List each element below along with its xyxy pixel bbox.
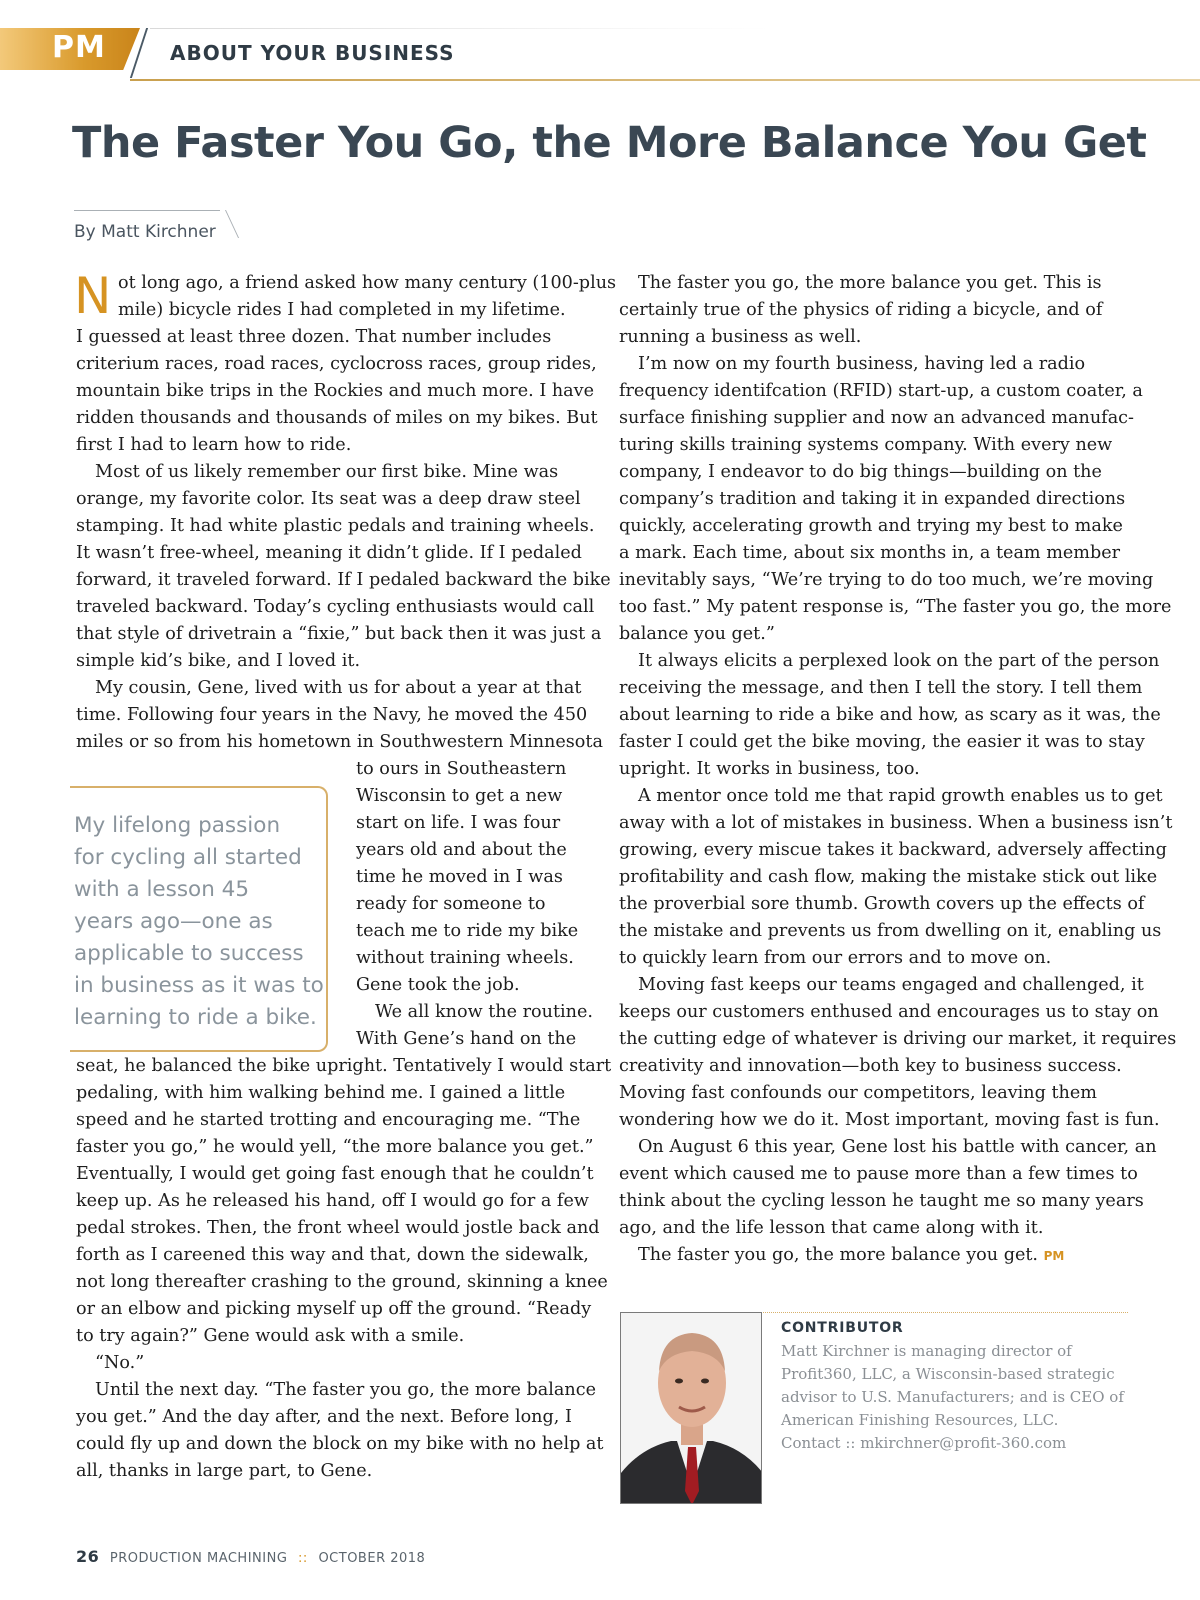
body-line: all, thanks in large part, to Gene. <box>76 1461 373 1481</box>
body-line: forward, it traveled forward. If I pedaled backward the bike <box>76 570 611 590</box>
pull-quote-line: with a lesson 45 <box>74 877 250 902</box>
body-line: to try again?” Gene would ask with a smile. <box>76 1326 465 1346</box>
body-line: company’s tradition and taking it in expanded directions <box>619 489 1126 509</box>
body-line: about learning to ride a bike and how, as scary as it was, the <box>619 705 1161 725</box>
body-line: the cutting edge of whatever is driving our market, it requires <box>619 1029 1177 1049</box>
contributor-line: Matt Kirchner is managing director of <box>781 1342 1072 1360</box>
body-line: ready for someone to <box>356 894 546 914</box>
body-line: I’m now on my fourth business, having led a radio <box>638 354 1086 374</box>
byline: By Matt Kirchner <box>74 222 216 242</box>
publication-name: PRODUCTION MACHINING <box>109 1551 288 1566</box>
end-mark: PM <box>1043 1249 1065 1263</box>
body-line: mile) bicycle rides I had completed in my lifetime. <box>118 300 566 320</box>
body-line: could fly up and down the block on my bike with no help at <box>76 1434 604 1454</box>
body-line: the mistake and prevents us from dwelling on it, enabling us <box>619 921 1162 941</box>
body-line: surface finishing supplier and now an advanced manufac- <box>619 408 1134 428</box>
body-line: inevitably says, “We’re trying to do too much, we’re moving <box>619 570 1154 590</box>
body-line: Gene took the job. <box>356 975 520 995</box>
body-line: company, I endeavor to do big things—building on the <box>619 462 1102 482</box>
body-line: creativity and innovation—both key to business success. <box>619 1056 1122 1076</box>
section-header <box>0 28 1200 80</box>
body-line: traveled backward. Today’s cycling enthusiasts would call <box>76 597 595 617</box>
body-line: It always elicits a perplexed look on the part of the person <box>638 651 1160 671</box>
body-line: upright. It works in business, too. <box>619 759 920 779</box>
body-line: you get.” And the day after, and the next. Before long, I <box>76 1407 572 1427</box>
body-line: “No.” <box>95 1353 145 1373</box>
body-line: frequency identifcation (RFID) start-up, a custom coater, a <box>619 381 1143 401</box>
body-line: keeps our customers enthused and encourages us to stay on <box>619 1002 1159 1022</box>
body-line: event which caused me to pause more than a few times to <box>619 1164 1138 1184</box>
body-line: ot long ago, a friend asked how many century (100-plus <box>118 273 617 293</box>
body-line: away with a lot of mistakes in business. When a business isn’t <box>619 813 1173 833</box>
body-line: ridden thousands and thousands of miles on my bikes. But <box>76 408 598 428</box>
body-line: to ours in Southeastern <box>356 759 567 779</box>
issue-date: OCTOBER 2018 <box>318 1551 426 1566</box>
body-line: turing skills training systems company. With every new <box>619 435 1113 455</box>
body-line: time. Following four years in the Navy, he moved the 450 <box>76 705 588 725</box>
body-line: running a business as well. <box>619 327 862 347</box>
pull-quote-line: in business as it was to <box>74 973 324 998</box>
body-line: orange, my favorite color. Its seat was a deep draw steel <box>76 489 581 509</box>
body-line: receiving the message, and then I tell the story. I tell them <box>619 678 1143 698</box>
body-line: Moving fast keeps our teams engaged and challenged, it <box>638 975 1144 995</box>
body-line: ago, and the life lesson that came along with it. <box>619 1218 1044 1238</box>
body-line: I guessed at least three dozen. That number includes <box>76 327 552 347</box>
pull-quote-line: years ago—one as <box>74 909 273 934</box>
body-line: speed and he started trotting and encouraging me. “The <box>76 1110 581 1130</box>
body-line: certainly true of the physics of riding a bicycle, and of <box>619 300 1103 320</box>
body-line: start on life. I was four <box>356 813 561 833</box>
body-line: miles or so from his hometown in Southwestern Minnesota <box>76 732 603 752</box>
page-footer <box>76 1547 425 1566</box>
body-line: the proverbial sore thumb. Growth covers up the effects of <box>619 894 1145 914</box>
body-line-last <box>638 1242 1064 1270</box>
body-line: balance you get.” <box>619 624 775 644</box>
body-line: It wasn’t free-wheel, meaning it didn’t glide. If I pedaled <box>76 543 582 563</box>
contributor-line: Profit360, LLC, a Wisconsin-based strategic <box>781 1365 1115 1383</box>
section-title: ABOUT YOUR BUSINESS <box>170 41 455 65</box>
body-line: teach me to ride my bike <box>356 921 579 941</box>
body-line: faster I could get the bike moving, the easier it was to stay <box>619 732 1145 752</box>
body-line: quickly, accelerating growth and trying my best to make <box>619 516 1123 536</box>
body-line: Wisconsin to get a new <box>356 786 563 806</box>
header-top-rule <box>150 28 770 29</box>
body-line: We all know the routine. <box>375 1002 593 1022</box>
body-line: too fast.” My patent response is, “The faster you go, the more <box>619 597 1172 617</box>
body-line: faster you go,” he would yell, “the more balance you get.” <box>76 1137 594 1157</box>
article-title: The Faster You Go, the More Balance You Get <box>72 118 1147 168</box>
body-line: growing, every miscue takes it backward, adversely affecting <box>619 840 1167 860</box>
body-line: stamping. It had white plastic pedals and training wheels. <box>76 516 595 536</box>
contributor-line: advisor to U.S. Manufacturers; and is CEO of <box>781 1388 1124 1406</box>
body-line: Most of us likely remember our first bike. Mine was <box>95 462 559 482</box>
contributor-photo <box>620 1312 762 1504</box>
pull-quote-line: applicable to success <box>74 941 304 966</box>
body-line: Eventually, I would get going fast enough that he couldn’t <box>76 1164 594 1184</box>
byline-rule <box>74 210 220 211</box>
body-line: simple kid’s bike, and I loved it. <box>76 651 361 671</box>
body-line: without training wheels. <box>356 948 574 968</box>
body-line: Moving fast confounds our competitors, leaving them <box>619 1083 1097 1103</box>
contributor-line: American Finishing Resources, LLC. <box>781 1411 1059 1429</box>
body-line-text: The faster you go, the more balance you get. <box>638 1245 1039 1265</box>
body-line: time he moved in I was <box>356 867 563 887</box>
byline-slash <box>225 210 239 238</box>
body-line: keep up. As he released his hand, off I would go for a few <box>76 1191 589 1211</box>
body-line: seat, he balanced the bike upright. Tentatively I would start <box>76 1056 612 1076</box>
body-line: years old and about the <box>356 840 567 860</box>
body-line: to quickly learn from our errors and to move on. <box>619 948 1052 968</box>
footer-separator: :: <box>298 1551 308 1566</box>
body-line: Until the next day. “The faster you go, the more balance <box>95 1380 596 1400</box>
body-line: My cousin, Gene, lived with us for about a year at that <box>95 678 582 698</box>
pull-quote-line: learning to ride a bike. <box>74 1005 317 1030</box>
body-line: criterium races, road races, cyclocross races, group rides, <box>76 354 597 374</box>
body-line: With Gene’s hand on the <box>356 1029 577 1049</box>
body-line: pedaling, with him walking behind me. I gained a little <box>76 1083 566 1103</box>
contributor-heading: CONTRIBUTOR <box>781 1320 904 1336</box>
body-line: The faster you go, the more balance you get. This is <box>638 273 1102 293</box>
drop-cap: N <box>74 267 112 325</box>
body-line: first I had to learn how to ride. <box>76 435 352 455</box>
body-line: that style of drivetrain a “fixie,” but back then it was just a <box>76 624 602 644</box>
body-line: not long thereafter crashing to the ground, skinning a knee <box>76 1272 608 1292</box>
body-line: profitability and cash flow, making the mistake stick out like <box>619 867 1158 887</box>
body-line: On August 6 this year, Gene lost his battle with cancer, an <box>638 1137 1157 1157</box>
contributor-line: Contact :: mkirchner@profit-360.com <box>781 1434 1067 1452</box>
page-number: 26 <box>76 1547 100 1566</box>
header-rule <box>130 79 1200 81</box>
pull-quote-line: My lifelong passion <box>74 813 281 838</box>
body-line: think about the cycling lesson he taught me so many years <box>619 1191 1144 1211</box>
body-line: A mentor once told me that rapid growth enables us to get <box>638 786 1163 806</box>
body-line: or an elbow and picking myself up off the ground. “Ready <box>76 1299 592 1319</box>
body-line: a mark. Each time, about six months in, a team member <box>619 543 1121 563</box>
pull-quote-line: for cycling all started <box>74 845 302 870</box>
body-line: wondering how we do it. Most important, moving fast is fun. <box>619 1110 1160 1130</box>
pm-logo-text: PM <box>52 30 106 65</box>
body-line: mountain bike trips in the Rockies and much more. I have <box>76 381 595 401</box>
body-line: forth as I careened this way and that, down the sidewalk, <box>76 1245 589 1265</box>
body-line: pedal strokes. Then, the front wheel would jostle back and <box>76 1218 600 1238</box>
portrait-illustration <box>621 1313 762 1504</box>
